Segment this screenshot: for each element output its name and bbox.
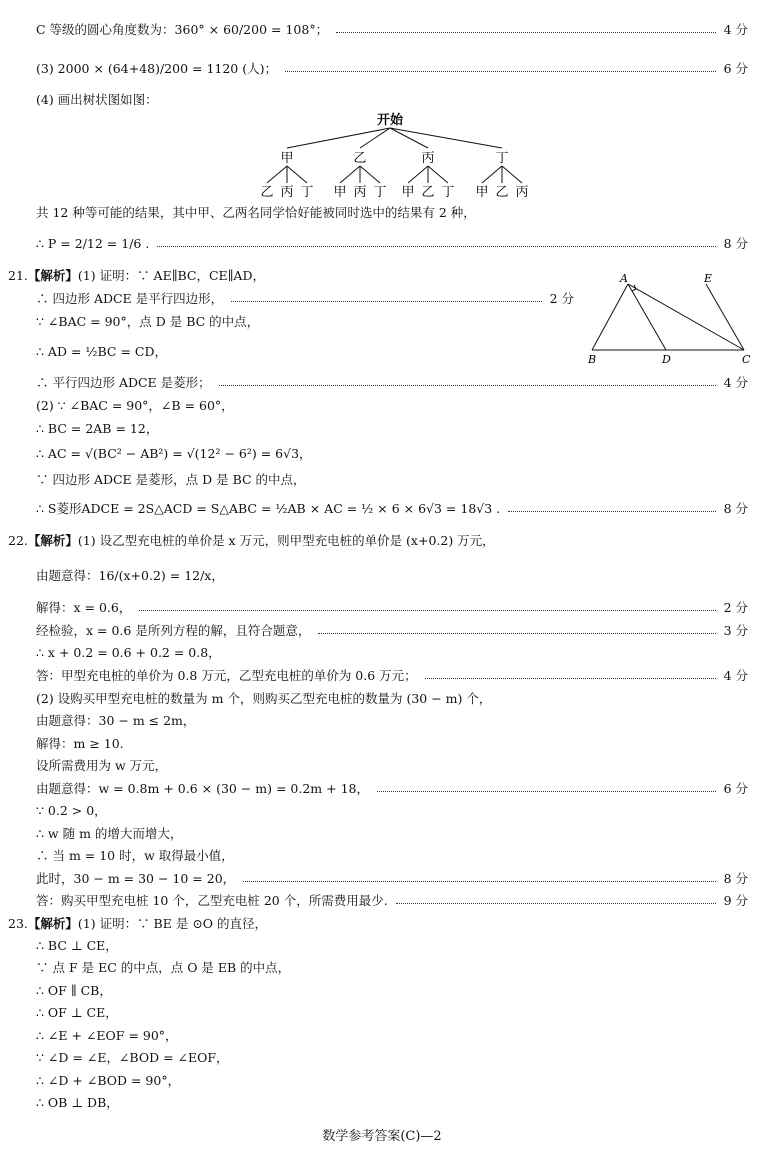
q21-line-6: (2) ∵ ∠BAC = 90°，∠B = 60°， <box>36 398 234 413</box>
tree-l2: 丁 <box>373 185 387 198</box>
fig-label-c: C <box>742 353 751 366</box>
q23-line-6: ∴ ∠E + ∠EOF = 90°， <box>36 1028 178 1043</box>
q21-header: 21.【解析】(1) 证明：∵ AE∥BC，CE∥AD， <box>8 268 265 283</box>
q20-line-1: C 等级的圆心角度数为：360° × 60/200 = 108°； 4 分 <box>36 20 748 40</box>
q22-line-15: 此时，30 − m = 30 − 10 = 20， 8 分 <box>36 869 748 889</box>
analysis-tag: 【解析】 <box>27 916 78 931</box>
tree-l2: 甲 <box>401 185 415 198</box>
score: 4 分 <box>723 668 748 683</box>
score: 6 分 <box>723 61 748 76</box>
q22-line-14: ∴ 当 m = 10 时，w 取得最小值， <box>36 848 234 863</box>
fig-label-d: D <box>662 353 671 366</box>
tree-root: 开始 <box>376 113 404 128</box>
tree-l2: 丙 <box>353 185 367 198</box>
q21-line-3: ∵ ∠BAC = 90°，点 D 是 BC 的中点， <box>36 314 260 329</box>
analysis-tag: 【解析】 <box>27 268 78 283</box>
q22-line-16: 答：购买甲型充电桩 10 个，乙型充电桩 20 个，所需费用最少. 9 分 <box>36 891 748 911</box>
q22-line-3: 解得：x = 0.6， 2 分 <box>36 598 748 618</box>
tree-l2: 甲 <box>333 185 347 198</box>
score: 2 分 <box>723 600 748 615</box>
q21-line-7: ∴ BC = 2AB = 12， <box>36 421 159 436</box>
fig-label-a: A <box>620 272 628 285</box>
score: 8 分 <box>723 236 748 251</box>
tree-l1-2: 丙 <box>421 151 435 166</box>
tree-l2: 甲 <box>475 185 489 198</box>
score: 6 分 <box>723 781 748 796</box>
tree-l2: 丙 <box>515 185 529 198</box>
q22-line-6: 答：甲型充电桩的单价为 0.8 万元，乙型充电桩的单价为 0.6 万元； 4 分 <box>36 666 748 686</box>
q20-line-4: 共 12 种等可能的结果，其中甲、乙两名同学恰好能被同时选中的结果有 2 种， <box>36 205 476 220</box>
score: 3 分 <box>723 623 748 638</box>
q22-line-8: 由题意得：30 − m ≤ 2m， <box>36 713 196 728</box>
q22-line-11: 由题意得：w = 0.8m + 0.6 × (30 − m) = 0.2m + 18， 6 分 <box>36 779 748 799</box>
q20-line-5: ∴ P = 2/12 = 1/6 . 8 分 <box>36 234 748 254</box>
tree-l1-3: 丁 <box>495 151 509 166</box>
q22-line-4: 经检验，x = 0.6 是所列方程的解，且符合题意， 3 分 <box>36 621 748 641</box>
q22-line-13: ∴ w 随 m 的增大而增大， <box>36 826 183 841</box>
q23-line-9: ∴ OB ⊥ DB， <box>36 1095 119 1110</box>
tree-diagram <box>240 108 540 198</box>
q23-line-2: ∴ BC ⊥ CE， <box>36 938 118 953</box>
q20-line-2: (3) 2000 × (64+48)/200 = 1120 (人)； 6 分 <box>36 59 748 79</box>
q22-line-5: ∴ x + 0.2 = 0.6 + 0.2 = 0.8， <box>36 645 221 660</box>
tree-l2: 丁 <box>300 185 314 198</box>
q22-line-2: 由题意得：16/(x+0.2) = 12/x， <box>36 568 224 583</box>
q21-line-2: ∴ 四边形 ADCE 是平行四边形， 2 分 <box>36 289 574 309</box>
score: 9 分 <box>723 893 748 908</box>
q23-header: 23.【解析】(1) 证明：∵ BE 是 ⊙O 的直径， <box>8 916 268 931</box>
tree-l2: 丁 <box>441 185 455 198</box>
score: 8 分 <box>723 501 748 516</box>
q22-line-10: 设所需费用为 w 万元， <box>36 758 168 773</box>
tree-l2: 乙 <box>260 185 274 198</box>
q23-line-7: ∵ ∠D = ∠E，∠BOD = ∠EOF， <box>36 1050 229 1065</box>
q21-line-5: ∴ 平行四边形 ADCE 是菱形； 4 分 <box>36 373 748 393</box>
question-number: 23. <box>8 916 28 931</box>
score: 4 分 <box>723 375 748 390</box>
tree-l2: 乙 <box>495 185 509 198</box>
q22-line-12: ∵ 0.2 > 0， <box>36 803 107 818</box>
triangle-figure <box>582 268 754 368</box>
q23-line-8: ∴ ∠D + ∠BOD = 90°， <box>36 1073 181 1088</box>
score: 8 分 <box>723 871 748 886</box>
score: 4 分 <box>723 22 748 37</box>
q20-line-3: (4) 画出树状图如图： <box>36 92 158 107</box>
q21-line-10: ∴ S菱形ADCE = 2S△ACD = S△ABC = ½AB × AC = ½ × 6 × 6√3 = 18√3 . 8 分 <box>36 499 748 519</box>
tree-l2: 乙 <box>421 185 435 198</box>
q22-line-7: (2) 设购买甲型充电桩的数量为 m 个，则购买乙型充电桩的数量为 (30 − m) 个， <box>36 691 492 706</box>
fig-label-e: E <box>704 272 713 285</box>
question-number: 21. <box>8 268 28 283</box>
analysis-tag: 【解析】 <box>27 533 78 548</box>
question-number: 22. <box>8 533 28 548</box>
q21-line-9: ∵ 四边形 ADCE 是菱形，点 D 是 BC 的中点， <box>36 472 306 487</box>
q23-line-5: ∴ OF ⊥ CE， <box>36 1005 118 1020</box>
q23-line-3: ∵ 点 F 是 EC 的中点，点 O 是 EB 的中点， <box>36 960 291 975</box>
q22-header: 22.【解析】(1) 设乙型充电桩的单价是 x 万元，则甲型充电桩的单价是 (x+0.2) 万元， <box>8 533 495 548</box>
tree-l1-0: 甲 <box>280 151 294 166</box>
q22-line-9: 解得：m ≥ 10. <box>36 736 124 751</box>
q21-line-4: ∴ AD = ½BC = CD， <box>36 344 167 359</box>
q21-line-8: ∴ AC = √(BC² − AB²) = √(12² − 6²) = 6√3， <box>36 446 312 461</box>
tree-l2: 丙 <box>280 185 294 198</box>
fig-label-b: B <box>588 353 597 366</box>
q23-line-4: ∴ OF ∥ CB， <box>36 983 112 998</box>
tree-l1-1: 乙 <box>353 151 367 166</box>
score: 2 分 <box>549 291 574 306</box>
page-footer: 数学参考答案(C)—2 <box>322 1129 442 1144</box>
